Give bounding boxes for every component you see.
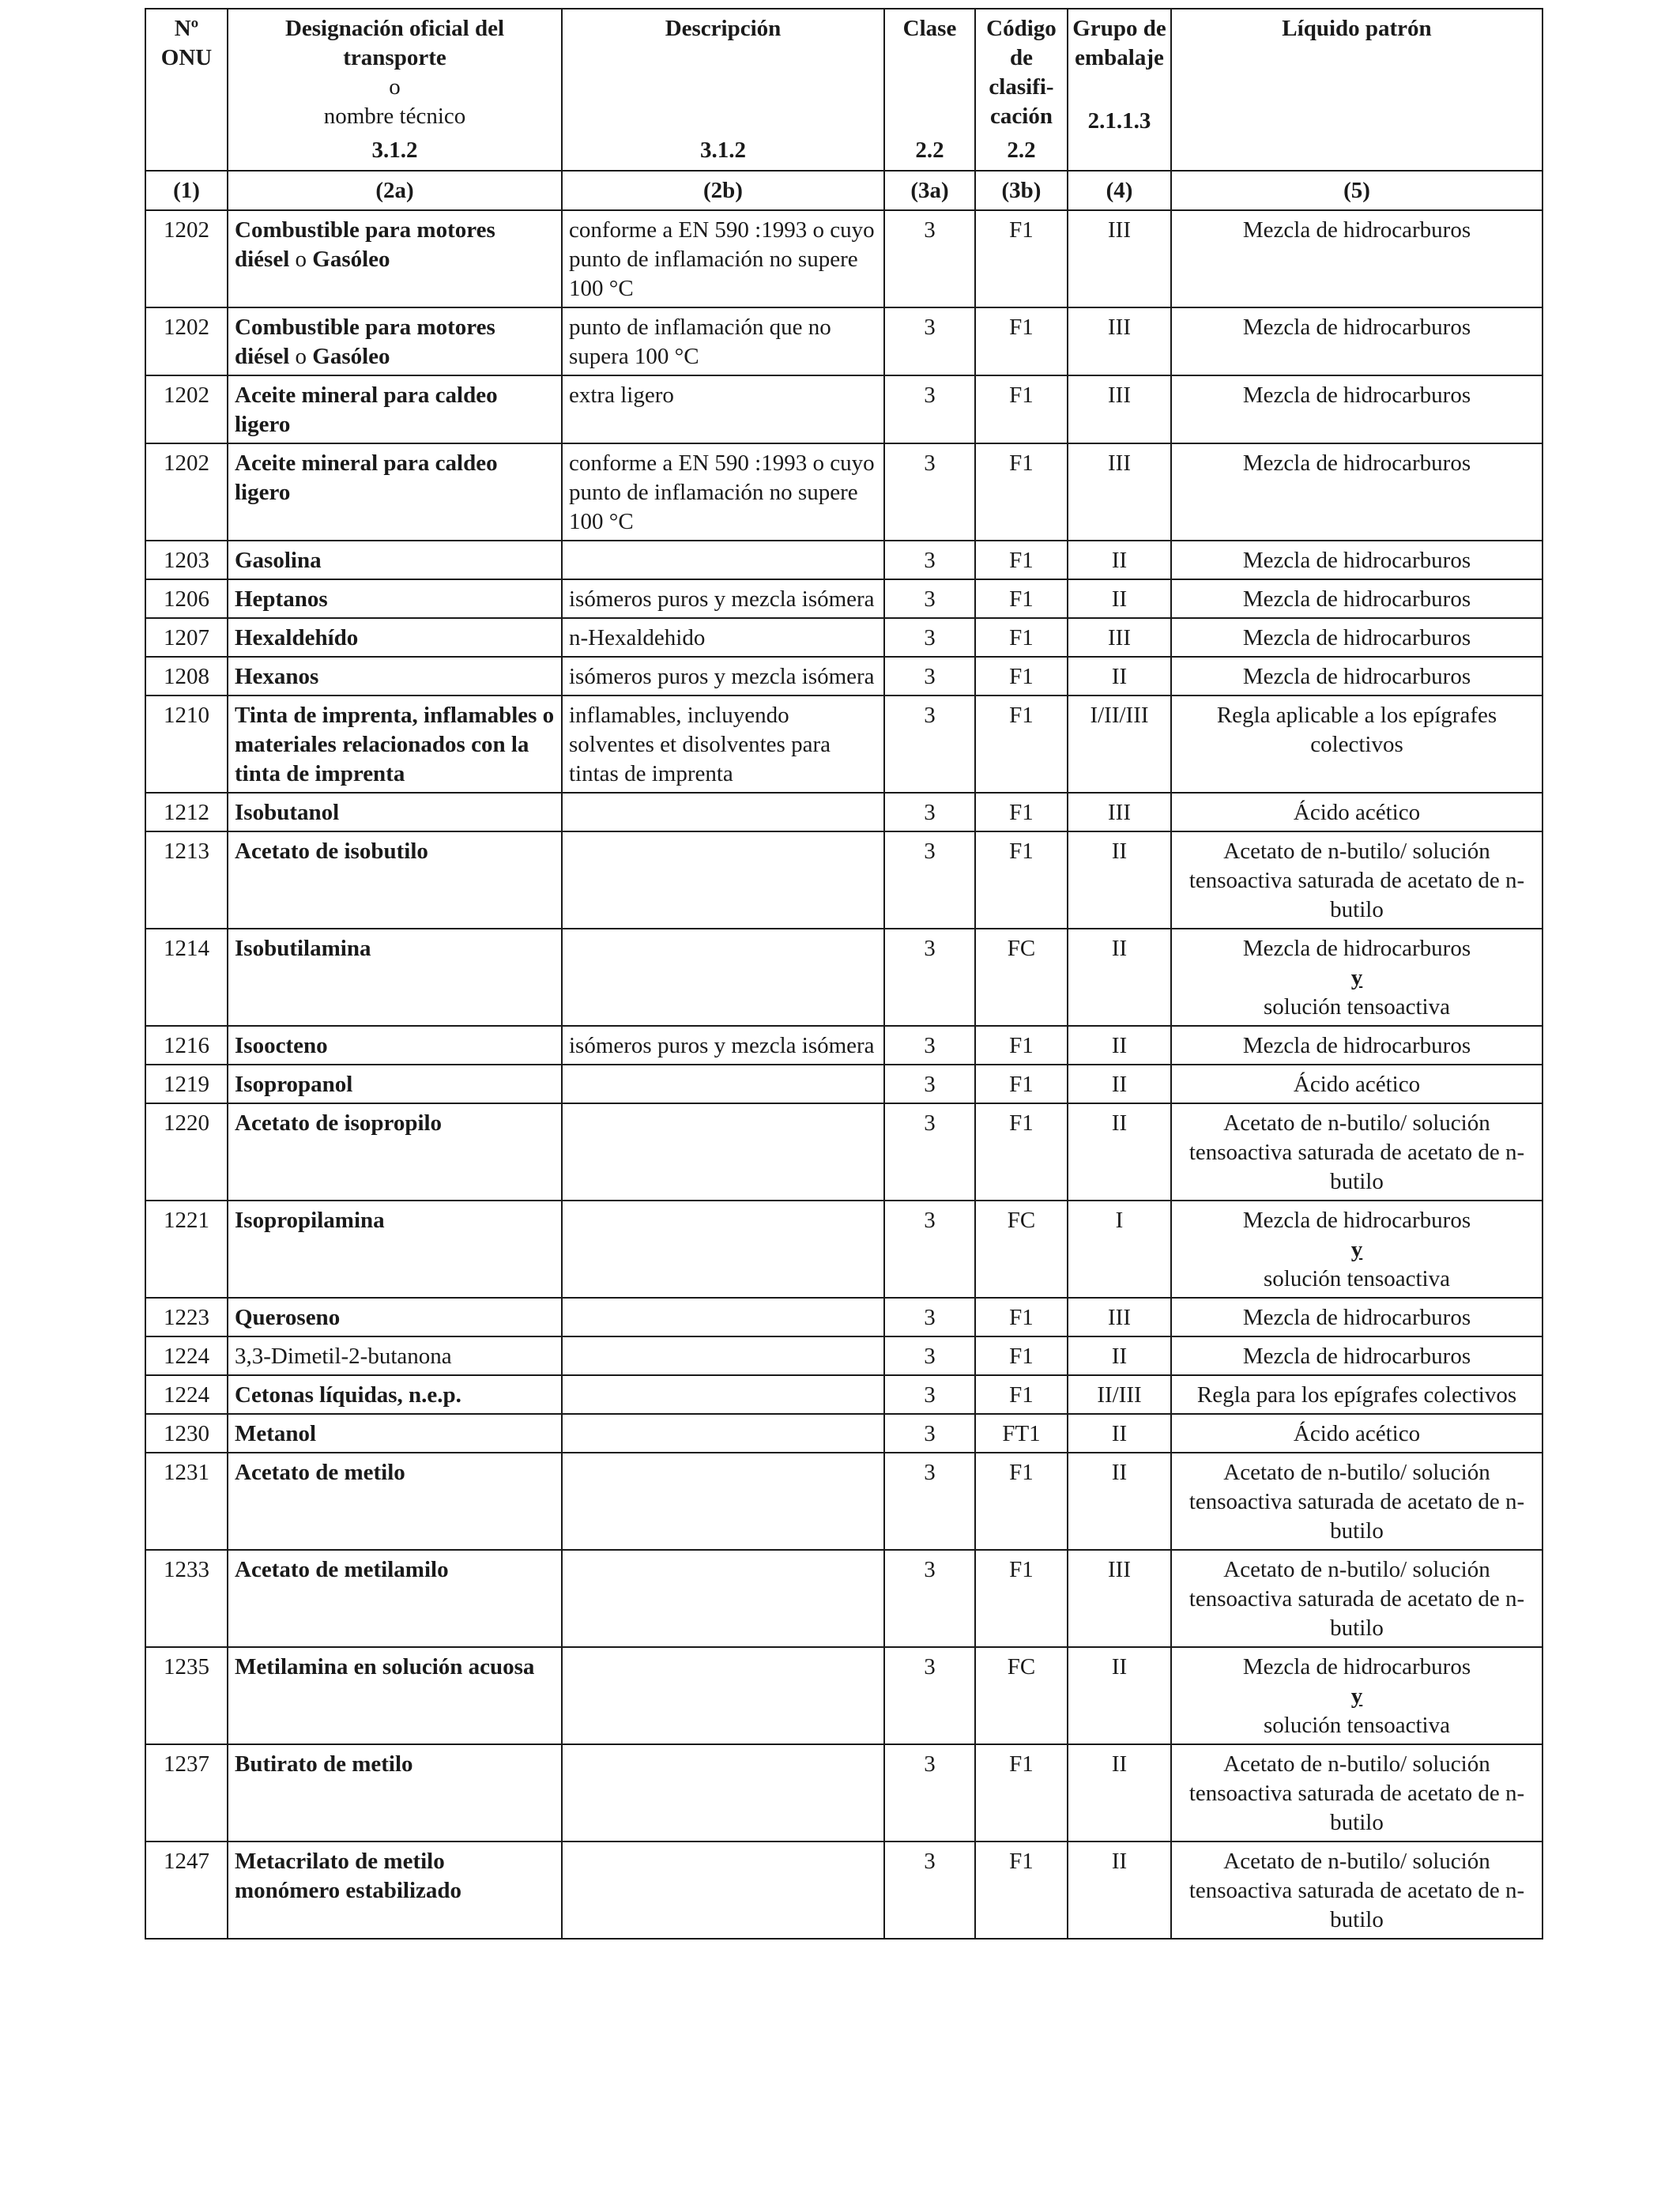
onu-number: 1212 <box>145 793 228 831</box>
liquido-patron-cell: Mezcla de hidrocarburos <box>1171 541 1543 579</box>
designacion-cell: Isobutilamina <box>228 929 562 1026</box>
clase-cell: 3 <box>884 1550 975 1647</box>
clase-cell: 3 <box>884 696 975 793</box>
designacion-cell: Metanol <box>228 1414 562 1453</box>
onu-number: 1203 <box>145 541 228 579</box>
grupo-cell: III <box>1068 793 1171 831</box>
col-header-codigo: Código de clasifi-cación 2.2 <box>975 9 1068 171</box>
codigo-cell: F1 <box>975 831 1068 929</box>
descripcion-cell <box>562 1201 884 1298</box>
codigo-cell: F1 <box>975 541 1068 579</box>
onu-number: 1213 <box>145 831 228 929</box>
table-row <box>145 696 1543 793</box>
liquido-patron-cell: Mezcla de hidrocarburos <box>1171 618 1543 657</box>
descripcion-cell <box>562 1453 884 1550</box>
onu-number: 1220 <box>145 1103 228 1201</box>
liquido-patron-cell: Mezcla de hidrocarburos <box>1171 443 1543 541</box>
designacion-cell: Cetonas líquidas, n.e.p. <box>228 1375 562 1414</box>
liquido-patron-cell: Mezcla de hidrocarburos y solución tensoactiva <box>1171 929 1543 1026</box>
onu-number: 1237 <box>145 1744 228 1842</box>
liquido-patron-cell: Mezcla de hidrocarburos <box>1171 1026 1543 1065</box>
clase-cell: 3 <box>884 1453 975 1550</box>
grupo-cell: III <box>1068 1550 1171 1647</box>
table-row <box>145 1298 1543 1336</box>
grupo-cell: II <box>1068 1453 1171 1550</box>
descripcion-cell: conforme a EN 590 :1993 o cuyo punto de inflamación no supere 100 °C <box>562 443 884 541</box>
clase-cell: 3 <box>884 929 975 1026</box>
table-row <box>145 929 1543 1026</box>
codigo-cell: FT1 <box>975 1414 1068 1453</box>
clase-cell: 3 <box>884 1744 975 1842</box>
descripcion-cell <box>562 1550 884 1647</box>
onu-number: 1247 <box>145 1842 228 1939</box>
onu-number: 1214 <box>145 929 228 1026</box>
header-row <box>145 9 1543 171</box>
liquido-patron-cell: Acetato de n-butilo/ solución tensoactiva saturada de acetato de n-butilo <box>1171 1103 1543 1201</box>
liquido-patron-cell: Mezcla de hidrocarburos y solución tensoactiva <box>1171 1201 1543 1298</box>
col-header-clase: Clase 2.2 <box>884 9 975 171</box>
designacion-cell: Heptanos <box>228 579 562 618</box>
clase-cell: 3 <box>884 1026 975 1065</box>
clase-cell: 3 <box>884 1201 975 1298</box>
clase-cell: 3 <box>884 541 975 579</box>
descripcion-cell <box>562 1414 884 1453</box>
grupo-cell: II <box>1068 831 1171 929</box>
designacion-cell: Metacrilato de metilo monómero estabilizado <box>228 1842 562 1939</box>
clase-cell: 3 <box>884 443 975 541</box>
liquido-patron-cell: Mezcla de hidrocarburos <box>1171 307 1543 375</box>
clase-cell: 3 <box>884 1375 975 1414</box>
descripcion-cell <box>562 793 884 831</box>
designacion-cell: Metilamina en solución acuosa <box>228 1647 562 1744</box>
clase-cell: 3 <box>884 579 975 618</box>
descripcion-cell <box>562 1744 884 1842</box>
grupo-cell: III <box>1068 307 1171 375</box>
descripcion-cell <box>562 1375 884 1414</box>
clase-cell: 3 <box>884 307 975 375</box>
table-row <box>145 793 1543 831</box>
liquido-patron-cell: Mezcla de hidrocarburos y solución tensoactiva <box>1171 1647 1543 1744</box>
liquido-patron-cell: Regla para los epígrafes colectivos <box>1171 1375 1543 1414</box>
designacion-cell: Aceite mineral para caldeo ligero <box>228 375 562 443</box>
table-row <box>145 831 1543 929</box>
table-row <box>145 443 1543 541</box>
onu-number: 1219 <box>145 1065 228 1103</box>
liquido-patron-cell: Mezcla de hidrocarburos <box>1171 657 1543 696</box>
designacion-cell: Isoocteno <box>228 1026 562 1065</box>
designacion-cell: Tinta de imprenta, inflamables o materiales relacionados con la tinta de imprenta <box>228 696 562 793</box>
descripcion-cell: isómeros puros y mezcla isómera <box>562 1026 884 1065</box>
grupo-cell: II <box>1068 1336 1171 1375</box>
liquido-patron-cell: Acetato de n-butilo/ solución tensoactiva saturada de acetato de n-butilo <box>1171 1744 1543 1842</box>
descripcion-cell: isómeros puros y mezcla isómera <box>562 579 884 618</box>
descripcion-cell <box>562 541 884 579</box>
table-row <box>145 1336 1543 1375</box>
onu-number: 1230 <box>145 1414 228 1453</box>
onu-number: 1202 <box>145 375 228 443</box>
clase-cell: 3 <box>884 1842 975 1939</box>
codigo-cell: F1 <box>975 696 1068 793</box>
designacion-cell: Hexanos <box>228 657 562 696</box>
designacion-cell: Acetato de isobutilo <box>228 831 562 929</box>
table-row <box>145 1453 1543 1550</box>
codigo-cell: F1 <box>975 307 1068 375</box>
designacion-cell: Aceite mineral para caldeo ligero <box>228 443 562 541</box>
designacion-cell: Acetato de metilo <box>228 1453 562 1550</box>
table-row <box>145 210 1543 307</box>
table-row <box>145 1201 1543 1298</box>
clase-cell: 3 <box>884 657 975 696</box>
descripcion-cell <box>562 1298 884 1336</box>
clase-cell: 3 <box>884 1414 975 1453</box>
codigo-cell: F1 <box>975 657 1068 696</box>
clase-cell: 3 <box>884 793 975 831</box>
table-row <box>145 1550 1543 1647</box>
codigo-cell: F1 <box>975 1336 1068 1375</box>
descripcion-cell <box>562 1842 884 1939</box>
onu-number: 1210 <box>145 696 228 793</box>
codigo-cell: F1 <box>975 1026 1068 1065</box>
table-row <box>145 307 1543 375</box>
grupo-cell: II <box>1068 657 1171 696</box>
designacion-cell: Acetato de isopropilo <box>228 1103 562 1201</box>
onu-number: 1224 <box>145 1375 228 1414</box>
grupo-cell: II/III <box>1068 1375 1171 1414</box>
column-number-row <box>145 171 1543 210</box>
table-row <box>145 1026 1543 1065</box>
clase-cell: 3 <box>884 1065 975 1103</box>
grupo-cell: I/II/III <box>1068 696 1171 793</box>
codigo-cell: F1 <box>975 1375 1068 1414</box>
designacion-cell: Hexaldehído <box>228 618 562 657</box>
codigo-cell: F1 <box>975 443 1068 541</box>
liquido-patron-cell: Ácido acético <box>1171 793 1543 831</box>
clase-cell: 3 <box>884 375 975 443</box>
descripcion-cell <box>562 1065 884 1103</box>
codigo-cell: F1 <box>975 375 1068 443</box>
column-number: (3a) <box>884 171 975 210</box>
codigo-cell: F1 <box>975 1453 1068 1550</box>
grupo-cell: II <box>1068 1026 1171 1065</box>
codigo-cell: F1 <box>975 1103 1068 1201</box>
grupo-cell: II <box>1068 579 1171 618</box>
column-number: (3b) <box>975 171 1068 210</box>
onu-number: 1207 <box>145 618 228 657</box>
codigo-cell: F1 <box>975 793 1068 831</box>
col-header-descripcion: Descripción 3.1.2 <box>562 9 884 171</box>
table-row <box>145 1103 1543 1201</box>
clase-cell: 3 <box>884 831 975 929</box>
designacion-cell: Queroseno <box>228 1298 562 1336</box>
table-row <box>145 1647 1543 1744</box>
grupo-cell: II <box>1068 541 1171 579</box>
descripcion-cell <box>562 1103 884 1201</box>
onu-number: 1208 <box>145 657 228 696</box>
codigo-cell: F1 <box>975 1298 1068 1336</box>
onu-number: 1202 <box>145 307 228 375</box>
codigo-cell: F1 <box>975 1842 1068 1939</box>
table-row <box>145 618 1543 657</box>
descripcion-cell: conforme a EN 590 :1993 o cuyo punto de inflamación no supere 100 °C <box>562 210 884 307</box>
onu-number: 1216 <box>145 1026 228 1065</box>
descripcion-cell: isómeros puros y mezcla isómera <box>562 657 884 696</box>
descripcion-cell: extra ligero <box>562 375 884 443</box>
designacion-cell: Acetato de metilamilo <box>228 1550 562 1647</box>
grupo-cell: II <box>1068 1065 1171 1103</box>
substances-table <box>145 8 1543 1940</box>
column-number: (4) <box>1068 171 1171 210</box>
codigo-cell: F1 <box>975 210 1068 307</box>
designacion-cell: Isopropanol <box>228 1065 562 1103</box>
designacion-cell: Combustible para motores diésel o Gasóleo <box>228 210 562 307</box>
descripcion-cell: punto de inflamación que no supera 100 °C <box>562 307 884 375</box>
onu-number: 1221 <box>145 1201 228 1298</box>
onu-number: 1235 <box>145 1647 228 1744</box>
grupo-cell: II <box>1068 1103 1171 1201</box>
grupo-cell: III <box>1068 375 1171 443</box>
onu-number: 1224 <box>145 1336 228 1375</box>
grupo-cell: II <box>1068 1647 1171 1744</box>
clase-cell: 3 <box>884 618 975 657</box>
table-row <box>145 1414 1543 1453</box>
descripcion-cell: n-Hexaldehido <box>562 618 884 657</box>
designacion-cell: 3,3-Dimetil-2-butanona <box>228 1336 562 1375</box>
table-row <box>145 657 1543 696</box>
liquido-patron-cell: Mezcla de hidrocarburos <box>1171 1336 1543 1375</box>
clase-cell: 3 <box>884 1103 975 1201</box>
codigo-cell: FC <box>975 1201 1068 1298</box>
liquido-patron-cell: Ácido acético <box>1171 1414 1543 1453</box>
table-row <box>145 1842 1543 1939</box>
clase-cell: 3 <box>884 1336 975 1375</box>
table-row <box>145 375 1543 443</box>
codigo-cell: F1 <box>975 1744 1068 1842</box>
clase-cell: 3 <box>884 1647 975 1744</box>
descripcion-cell <box>562 1336 884 1375</box>
table-row <box>145 541 1543 579</box>
grupo-cell: II <box>1068 1414 1171 1453</box>
liquido-patron-cell: Acetato de n-butilo/ solución tensoactiva saturada de acetato de n-butilo <box>1171 1453 1543 1550</box>
onu-number: 1202 <box>145 443 228 541</box>
col-header-designacion: Designación oficial del transporte o nombre técnico 3.1.2 <box>228 9 562 171</box>
liquido-patron-cell: Mezcla de hidrocarburos <box>1171 1298 1543 1336</box>
table-row <box>145 1375 1543 1414</box>
column-number: (2b) <box>562 171 884 210</box>
column-number: (1) <box>145 171 228 210</box>
descripcion-cell: inflamables, incluyendo solventes et disolventes para tintas de imprenta <box>562 696 884 793</box>
liquido-patron-cell: Acetato de n-butilo/ solución tensoactiva saturada de acetato de n-butilo <box>1171 1550 1543 1647</box>
liquido-patron-cell: Acetato de n-butilo/ solución tensoactiva saturada de acetato de n-butilo <box>1171 831 1543 929</box>
designacion-cell: Isobutanol <box>228 793 562 831</box>
codigo-cell: F1 <box>975 618 1068 657</box>
clase-cell: 3 <box>884 1298 975 1336</box>
liquido-patron-cell: Acetato de n-butilo/ solución tensoactiva saturada de acetato de n-butilo <box>1171 1842 1543 1939</box>
column-number: (2a) <box>228 171 562 210</box>
grupo-cell: III <box>1068 443 1171 541</box>
codigo-cell: F1 <box>975 1550 1068 1647</box>
column-number: (5) <box>1171 171 1543 210</box>
liquido-patron-cell: Mezcla de hidrocarburos <box>1171 375 1543 443</box>
grupo-cell: I <box>1068 1201 1171 1298</box>
clase-cell: 3 <box>884 210 975 307</box>
codigo-cell: F1 <box>975 579 1068 618</box>
liquido-patron-cell: Mezcla de hidrocarburos <box>1171 579 1543 618</box>
table-row <box>145 1744 1543 1842</box>
onu-number: 1223 <box>145 1298 228 1336</box>
designacion-cell: Gasolina <box>228 541 562 579</box>
grupo-cell: III <box>1068 210 1171 307</box>
liquido-patron-cell: Mezcla de hidrocarburos <box>1171 210 1543 307</box>
onu-number: 1206 <box>145 579 228 618</box>
onu-number: 1202 <box>145 210 228 307</box>
table-body <box>145 210 1543 1939</box>
col-header-onu: Nº ONU <box>145 9 228 171</box>
descripcion-cell <box>562 1647 884 1744</box>
designacion-cell: Isopropilamina <box>228 1201 562 1298</box>
onu-number: 1233 <box>145 1550 228 1647</box>
designacion-cell: Combustible para motores diésel o Gasóleo <box>228 307 562 375</box>
codigo-cell: FC <box>975 1647 1068 1744</box>
col-header-grupo: Grupo de embalaje 2.1.1.3 <box>1068 9 1171 171</box>
table-row <box>145 579 1543 618</box>
descripcion-cell <box>562 831 884 929</box>
grupo-cell: III <box>1068 1298 1171 1336</box>
table-row <box>145 1065 1543 1103</box>
grupo-cell: II <box>1068 929 1171 1026</box>
grupo-cell: II <box>1068 1842 1171 1939</box>
grupo-cell: III <box>1068 618 1171 657</box>
liquido-patron-cell: Ácido acético <box>1171 1065 1543 1103</box>
grupo-cell: II <box>1068 1744 1171 1842</box>
onu-number: 1231 <box>145 1453 228 1550</box>
codigo-cell: FC <box>975 929 1068 1026</box>
descripcion-cell <box>562 929 884 1026</box>
liquido-patron-cell: Regla aplicable a los epígrafes colectivos <box>1171 696 1543 793</box>
designacion-cell: Butirato de metilo <box>228 1744 562 1842</box>
col-header-liquido: Líquido patrón <box>1171 9 1543 171</box>
codigo-cell: F1 <box>975 1065 1068 1103</box>
